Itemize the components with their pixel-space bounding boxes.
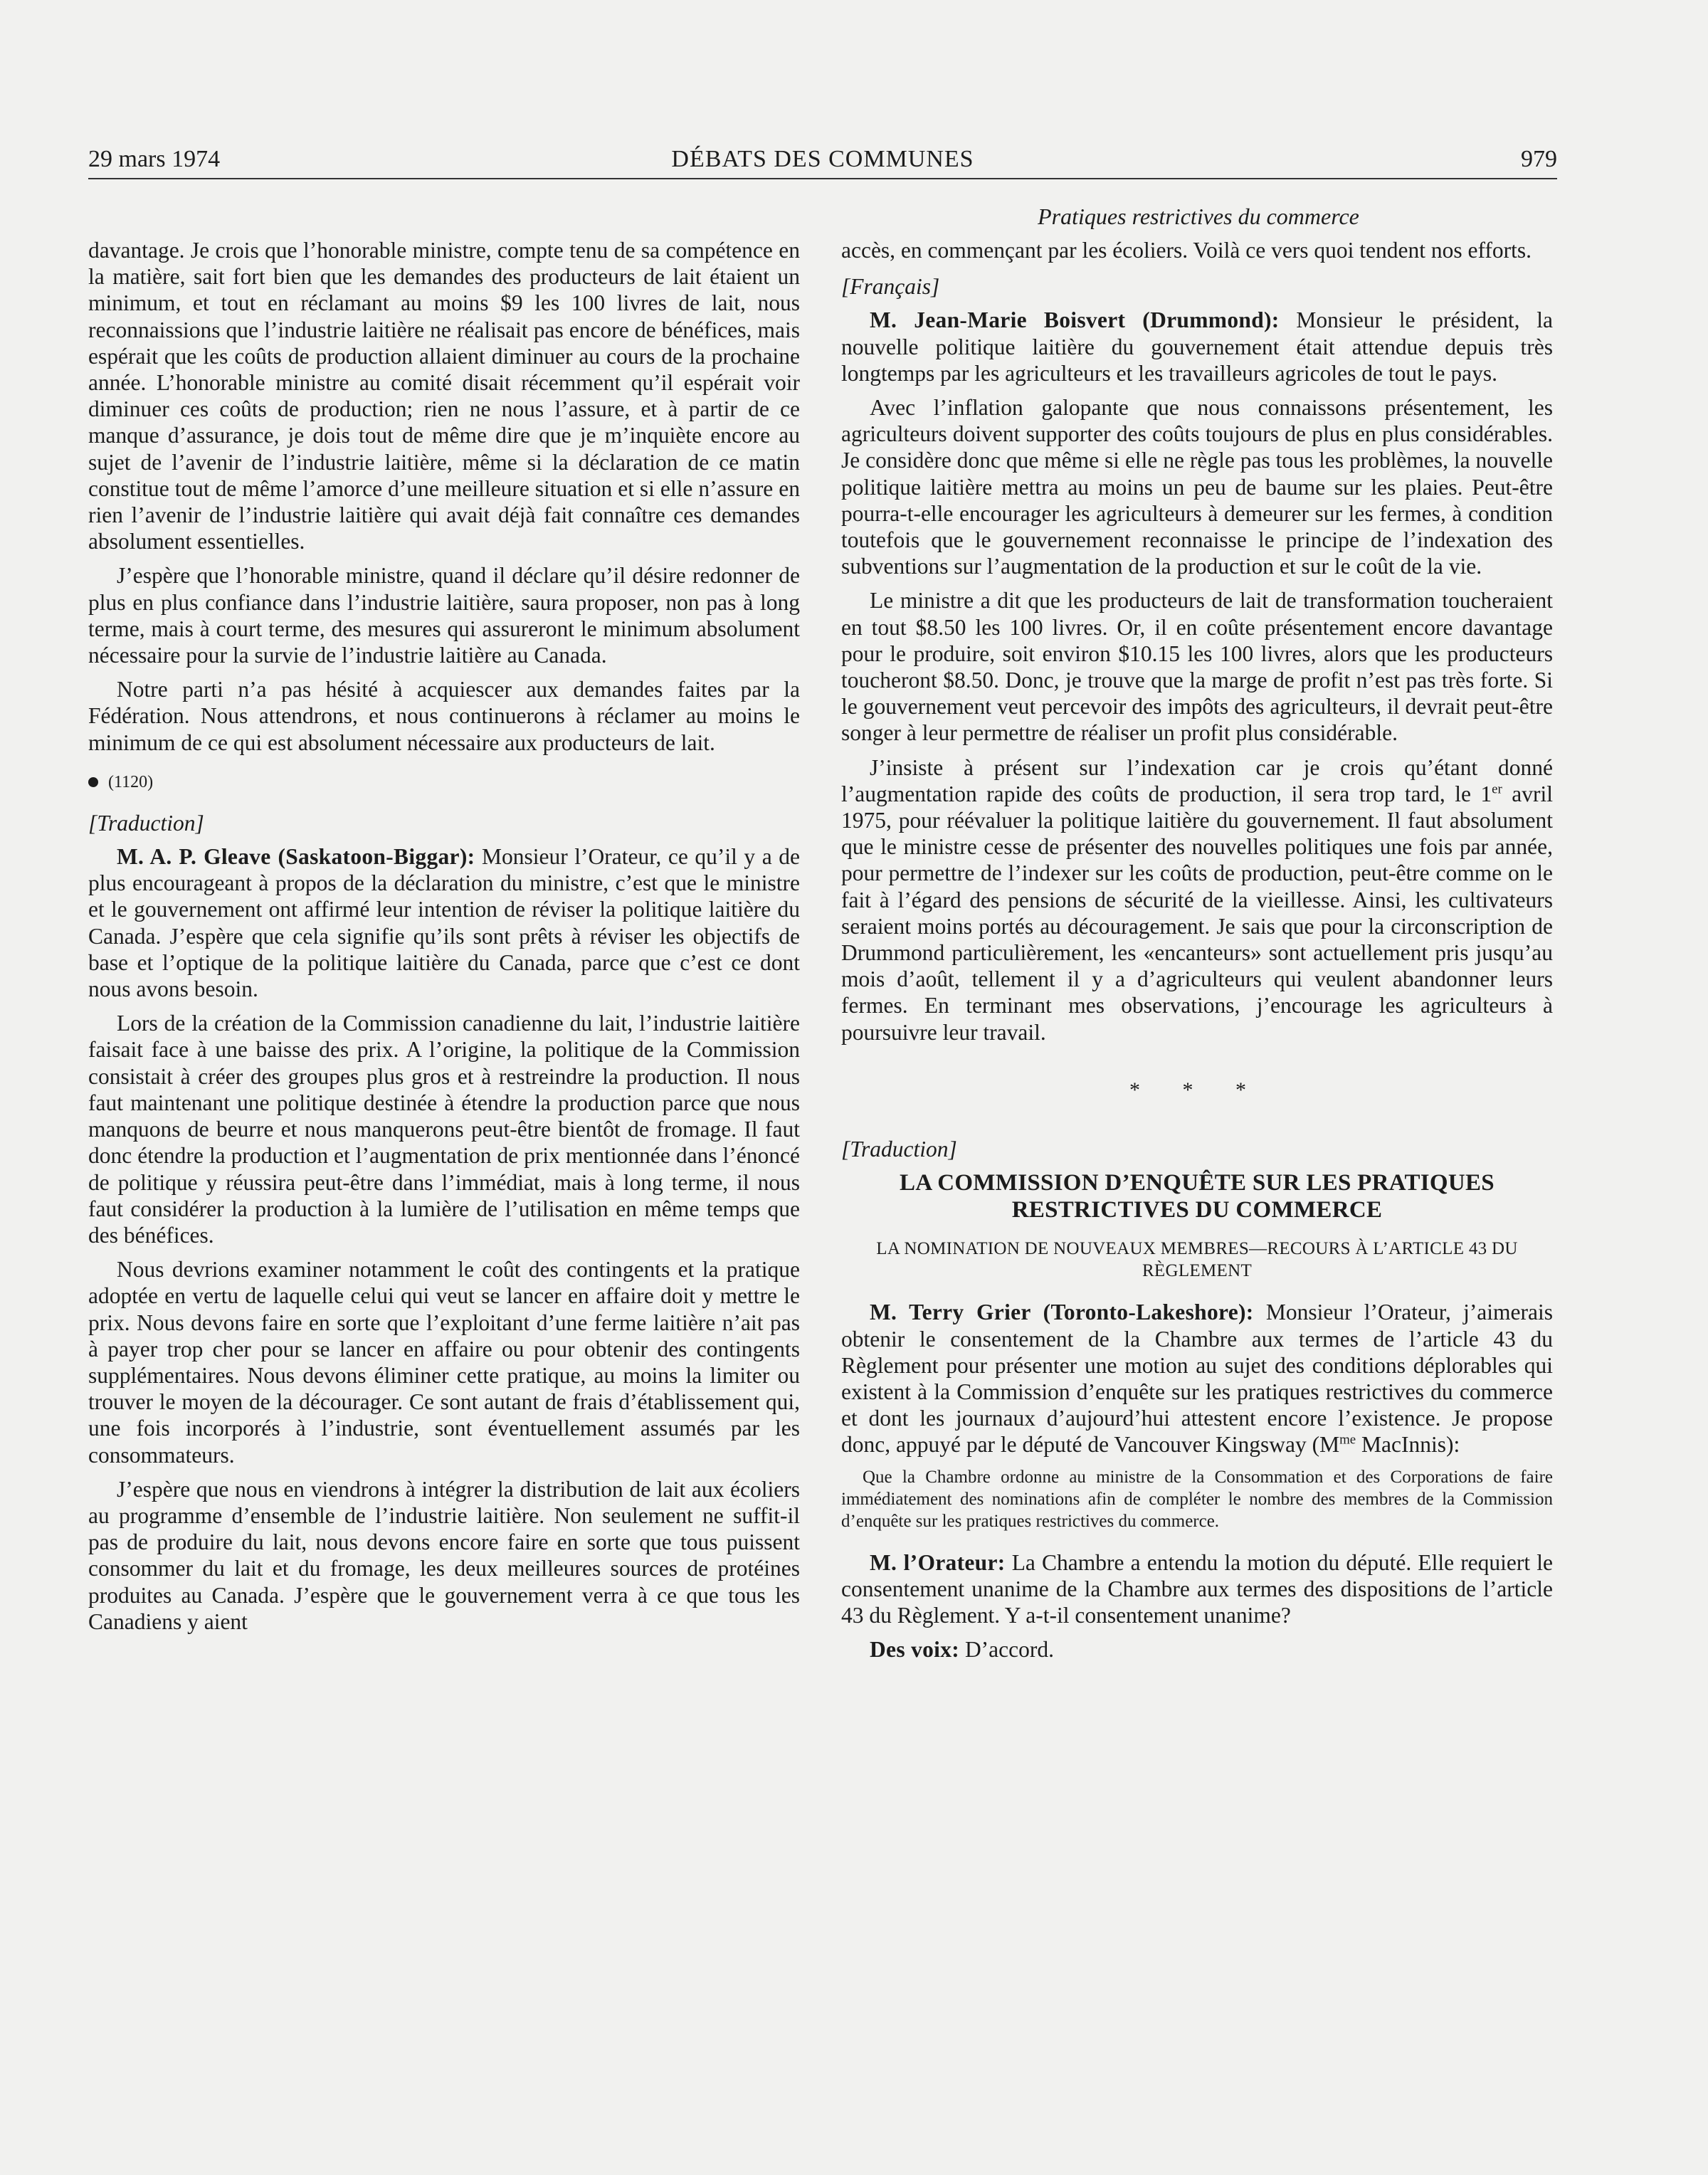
- right-column: [841, 237, 1553, 1670]
- header-title: DÉBATS DES COMMUNES: [671, 146, 974, 172]
- bullet-dot-icon: [88, 777, 98, 787]
- paragraph: [841, 754, 1553, 1046]
- paragraph: davantage. Je crois que l’honorable ministre, compte tenu de sa compétence en la matière, sait fort bien que les demandes des producteurs de lait étaient un minimum, et tout en réclamant au moins $9 les 100 livres de lait, nous reconnaissions que l’industrie laitière ne réalisait pas encore de bénéfices, mais espérait que les coûts de production allaient diminuer au cours de la prochaine année. L’honorable ministre au comité disait récemment qu’il espérait voir diminuer ces coûts de production; rien ne nous l’assure, et à partir de ce manque d’assurance, je dois tout de même dire que je m’inquiète encore au sujet de l’avenir de l’industrie laitière, même si la déclaration de ce matin constitue tout de même l’amorce d’une meilleure situation et si elle n’assure en rien l’avenir de l’industrie laitière qui avait déjà fait connaître ces demandes absolument essentielles.: [88, 238, 800, 554]
- paragraph: Nous devrions examiner notamment le coût des contingents et la pratique adoptée en vertu de laquelle celui qui veut se lancer en affaire doit y mettre le prix. Nous devons faire en sorte que l’exploitant d’une ferme laitière n’ait pas à payer trop cher pour se lancer en affaire ou pour obtenir des contingents supplémentaires. Nous devons éliminer cette pratique, au moins la limiter ou trouver le moyen de la décourager. Ce sont autant de frais d’établissement qui, une fois incorporés à l’industrie, sont éventuellement assumés par les consommateurs.: [88, 1257, 800, 1468]
- paragraph: Lors de la création de la Commission canadienne du lait, l’industrie laitière faisait face à une baisse des prix. A l’origine, la politique de la Commission consistait à créer des groupes plus gros et à restreindre la production. Il nous faut maintenant une politique destinée à étendre la production parce que nous manquons de beurre et nous manquerons peut-être bientôt de fromage. Il faut donc étendre la production et l’augmentation de prix mentionnée dans l’énoncé de politique y réussira peut-être dans l’immédiat, mais à long terme, il nous faut considérer la production à la lumière de l’utilisation en même temps que des bénéfices.: [88, 1011, 800, 1248]
- language-label: [Français]: [841, 274, 940, 300]
- section-running-title: Pratiques restrictives du commerce: [1038, 204, 1359, 229]
- paragraph: accès, en commençant par les écoliers. Voilà ce vers quoi tendent nos efforts.: [841, 238, 1532, 263]
- paragraph: Notre parti n’a pas hésité à acquiescer aux demandes faites par la Fédération. Nous attendrons, et nous continuerons à réclamer au moins le minimum de ce qui est absolument nécessaire aux producteurs de lait.: [88, 677, 800, 755]
- speech-text: Monsieur le président, la nouvelle politique laitière du gouvernement était attendue depuis très longtemps par les agriculteurs et les travailleurs agricoles de tout le pays.: [841, 307, 1554, 386]
- speech-text: La Chambre a entendu la motion du député. Elle requiert le consentement unanime de la Chambre aux termes des dispositions de l’article 43 du Règlement. Y a-t-il consentement unanime?: [841, 1549, 1553, 1628]
- speech-paragraph: [841, 307, 1553, 386]
- section-heading: LA COMMISSION D’ENQUÊTE SUR LES PRATIQUES RESTRICTIVES DU COMMERCE: [900, 1170, 1494, 1223]
- header-date: 29 mars 1974: [88, 146, 221, 172]
- speaker-name: M. l’Orateur:: [870, 1549, 1006, 1575]
- page-number: 979: [1521, 146, 1557, 172]
- speaker-name: M. A. P. Gleave (Saskatoon-Biggar):: [117, 844, 475, 870]
- paragraph: J’espère que nous en viendrons à intégrer la distribution de lait aux écoliers au programme d’ensemble de l’industrie laitière. Non seulement ne suffit-il pas de produire du lait, nous devons encore faire en sorte que tous puissent consommer du lait et du fromage, les deux meilleures sources de protéines produites au Canada. J’espère que le gouvernement verra à ce que tous les Canadiens y aient: [88, 1476, 800, 1634]
- timestamp-text: (1120): [108, 772, 154, 791]
- superscript: me: [1339, 1432, 1356, 1448]
- header-rule: [88, 178, 1557, 179]
- left-column: [88, 237, 800, 1643]
- running-head: [88, 142, 1557, 178]
- speech-text: Monsieur l’Orateur, ce qu’il y a de plus encourageant à propos de la déclaration du ministre, c’est que le ministre et le gouvernement ont affirmé leur intention de réviser la politique laitière du Canada. J’espère que cela signifie qu’ils sont prêts à réviser les objectifs de base et l’optique de la politique laitière du Canada, parce que c’est ce dont nous avons besoin.: [88, 844, 800, 1002]
- language-label: [Traduction]: [841, 1137, 957, 1162]
- speech-text: D’accord.: [964, 1637, 1054, 1663]
- paragraph: Le ministre a dit que les producteurs de lait de transformation toucheraient en tout $8.50 les 100 livres. Or, il en coûte présentement encore davantage pour le produire, soit environ $10.15 les 100 livres, alors que les producteurs toucheront $8.50. Donc, je trouve que la marge de profit n’est pas très forte. Si le gouvernement veut percevoir des impôts des agriculteurs, il devrait peut-être songer à leur permettre de réaliser un profit plus considérable.: [841, 588, 1553, 746]
- motion-text: Que la Chambre ordonne au ministre de la Consommation et des Corporations de faire immédiatement des nominations afin de compléter le nombre des membres de la Commission d’enquête sur les pratiques restrictives du commerce.: [841, 1467, 1553, 1531]
- speaker-name: Des voix:: [870, 1637, 960, 1663]
- paragraph-text: avril 1975, pour réévaluer la politique laitière du gouvernement. Il faut absolument que le ministre cesse de présenter des nouvelles politiques une fois par année, pour permettre de l’indexer sur les coûts de production, peut-être comme on le fait à l’égard des pensions de sécurité de la vieillesse. Ainsi, les cultivateurs seraient moins portés au découragement. Je sais que pour la circonscription de Drummond particulièrement, les «encanteurs» sont actuellement pris jusqu’au mois d’août, tellement il y a d’agriculteurs qui veulent abandonner leurs fermes. En terminant mes observations, j’encourage les agriculteurs à poursuivre leur travail.: [841, 781, 1553, 1045]
- speech-paragraph: [841, 1299, 1553, 1458]
- speaker-name: M. Terry Grier (Toronto-Lakeshore):: [870, 1300, 1254, 1325]
- speech-paragraph: [841, 1549, 1553, 1629]
- speech-paragraph: [88, 843, 800, 1002]
- speech-text: Monsieur l’Orateur, j’aimerais obtenir le consentement de la Chambre aux termes de l’article 43 du Règlement pour présenter une motion au sujet des conditions déplorables qui existent à la Commission d’enquête sur les pratiques restrictives du commerce et dont les journaux d’aujourd’hui attestent encore l’existence. Je propose donc, appuyé par le député de Vancouver Kingsway (M: [841, 1300, 1554, 1458]
- paragraph: Avec l’inflation galopante que nous connaissons présentement, les agriculteurs doivent supporter des coûts toujours de plus en plus considérables. Je considère donc que même si elle ne règle pas tous les problèmes, la nouvelle politique laitière mettra au moins un peu de baume sur les plaies. Peut-être pourra-t-elle encourager les agriculteurs à demeurer sur les fermes, à condition toutefois que le gouvernement reconnaisse le principe de l’indexation des subventions sur l’augmentation de la production et sur le coût de la vie.: [841, 395, 1553, 579]
- section-separator: * * *: [1129, 1078, 1265, 1102]
- speech-paragraph: [841, 1636, 1553, 1663]
- language-label: [Traduction]: [88, 810, 204, 836]
- speaker-name: M. Jean-Marie Boisvert (Drummond):: [870, 307, 1280, 333]
- section-subheading: LA NOMINATION DE NOUVEAUX MEMBRES—RECOURS À L’ARTICLE 43 DU RÈGLEMENT: [876, 1239, 1518, 1281]
- paragraph: J’espère que l’honorable ministre, quand il déclare qu’il désire redonner de plus en plus confiance dans l’industrie laitière, saura proposer, non pas à long terme, mais à court terme, des mesures qui assureront le minimum absolument nécessaire pour la survie de l’industrie laitière au Canada.: [88, 563, 800, 668]
- superscript: er: [1492, 781, 1502, 797]
- speech-text: MacInnis):: [1356, 1432, 1460, 1458]
- timestamp-marker: [88, 771, 800, 793]
- paragraph-text: J’insiste à présent sur l’indexation car je crois qu’étant donné l’augmentation rapide des coûts de production, il sera trop tard, le 1: [841, 754, 1553, 806]
